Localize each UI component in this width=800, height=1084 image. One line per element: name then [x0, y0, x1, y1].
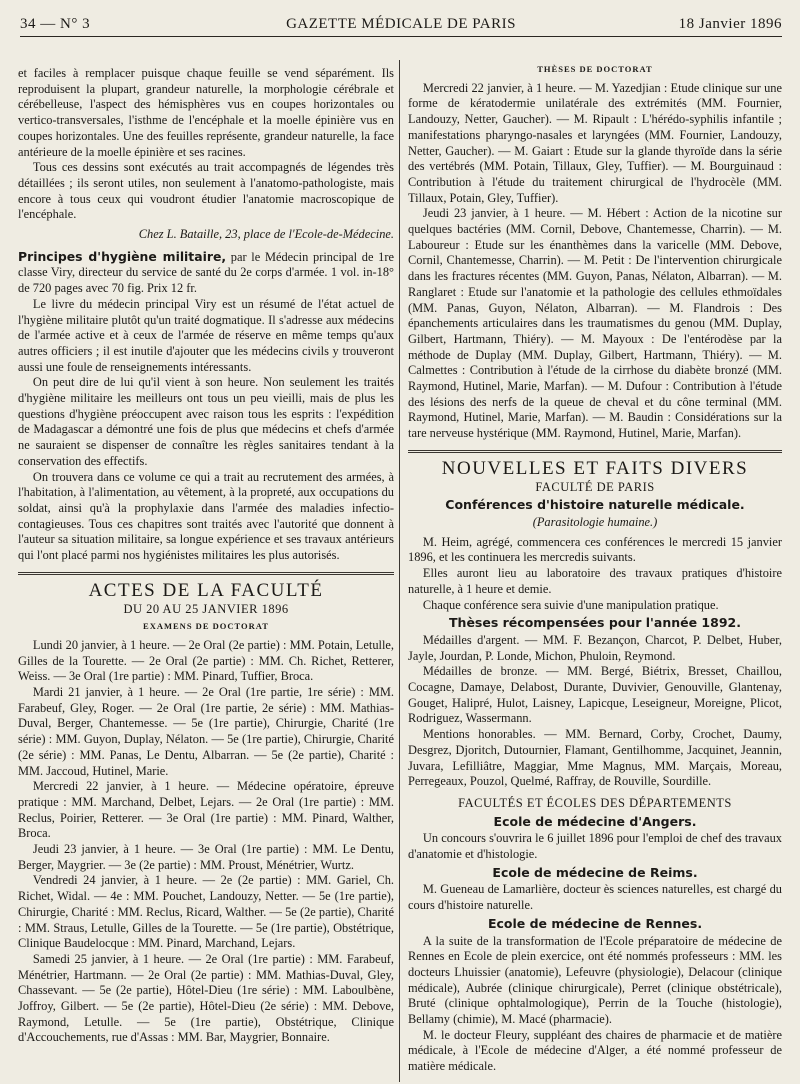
- item-title: Thèses récompensées pour l'année 1892.: [449, 615, 741, 631]
- exam-entry: Mercredi 22 janvier, à 1 heure. — Médecine opératoire, épreuve pratique : MM. Marchand, Delbet, Lejars. — 2e Oral (1re partie) : MM. Reclus, Poirier, Retterer. — 3e Oral (1re partie) : MM. Pinard, Walther, Broca.: [18, 779, 394, 841]
- left-column: [18, 66, 394, 1082]
- exam-entry: Jeudi 23 janvier, à 1 heure. — 3e Oral (1re partie) : MM. Le Dentu, Berger, Maygrier. — 3e (2e partie) : MM. Proust, Ménétrier, Wurtz.: [18, 842, 394, 872]
- paragraph: On peut dire de lui qu'il vient à son heure. Non seulement les traités d'hygiène militaire les meilleurs ont tous un peu vieilli, mais de plus les questions d'hygiène préoccupent avec raison tous les esprits : l'expédition de Madagascar a démontré une fois de plus que médecins et chefs d'armée ne sauraient se dispenser de connaître les règles sanitaires tendant à la conservation des effectifs.: [18, 375, 394, 468]
- paragraph: et faciles à remplacer puisque chaque feuille se vend séparément. Ils reproduisent la plupart, grandeur naturelle, la morphologie cérébrale et cérébelleuse, l'aspect des hémisphères vus en coupes horizontales ou vertico-transversales, l'isthme de l'encéphale et la moelle épinière vus en coupes horizontales. Une des feuilles représente, grandeur naturelle, la face antérieure de la moelle épinière et ses racines.: [18, 66, 394, 159]
- award-list: Mentions honorables. — MM. Bernard, Corby, Crochet, Daumy, Desgrez, Djoritch, Dutournier, Flamant, Gentilhomme, Jacquinet, Jeannin, Juvara, Lefilliâtre, Maggiar, Mme Magnus, MM. Marçais, Moreau, Perregeaux, Pouzol, Quelmé, Raffray, de Rouville, Sourdille.: [408, 727, 782, 789]
- item-title: Ecole de médecine d'Angers.: [493, 813, 697, 829]
- subsection-title: EXAMENS DE DOCTORAT: [143, 621, 269, 632]
- book-review-heading: [18, 249, 394, 297]
- section-rule: [18, 572, 394, 575]
- item-title: Conférences d'histoire naturelle médicale.: [445, 497, 745, 513]
- section-title: NOUVELLES ET FAITS DIVERS: [441, 457, 749, 479]
- thesis-entry: Jeudi 23 janvier, à 1 heure. — M. Hébert : Action de la nicotine sur quelques bactéries (MM. Cornil, Debove, Chantemesse, Charrin). — M. Laboureur : Etude sur les énanthèmes dans la varicelle (MM. Debove, Cornil, Chantemesse, Charrin). — M. Petit : De l'intervention chirurgicale dans les fractures récentes (MM. Guyon, Panas, Nélaton, Albarran). — M. Ranglaret : Etude sur l'anatomie et la pathologie des cellules ethmoïdales (MM. Panas, Guyon, Nélaton, Albarran). — M. Flandrois : Des épanchements articulaires dans les traumatismes du genou (MM. Duplay, Gilbert, Hartmann, Thiéry). — M. Mayoux : De l'entérodèse par la méthode de Duplay (MM. Duplay, Gilbert, Hartmann, Thiéry). — M. Calmettes : Contribution à l'étude de la cirrhose du diabète bronzé (MM. Raymond, Hutinel, Marie, Marfan). — M. Dufour : Contribution à l'étude des lésions des nerfs de la queue de cheval et du cône terminal (MM. Raymond, Hutinel, Marie, Marfan). — M. Baudin : Considérations sur la tare nerveuse hystérique (MM. Raymond, Hutinel, Marie, Marfan).: [408, 206, 782, 441]
- page-number: 34 — N° 3: [20, 16, 91, 32]
- section-rule: [408, 450, 782, 453]
- paragraph: M. le docteur Fleury, suppléant des chaires de pharmacie et de matière médicale, à l'Ecole de médecine d'Alger, a été nommé professeur de matière médicale.: [408, 1027, 782, 1074]
- book-title: Principes d'hygiène militaire,: [18, 248, 227, 264]
- subsection-title: FACULTÉ DE PARIS: [535, 479, 655, 494]
- publisher-line: Chez L. Bataille, 23, place de l'Ecole-de-Médecine.: [138, 227, 394, 242]
- award-list: Médailles d'argent. — MM. F. Bezançon, Charcot, P. Delbet, Huber, Jayle, Jourdan, P. Londe, Michon, Phuloin, Reymond.: [408, 632, 782, 663]
- thesis-entry: Mercredi 22 janvier, à 1 heure. — M. Yazedjian : Etude clinique sur une forme de kératodermie unilatérale des extrémités (MM. Fournier, Landouzy, Netter, Gaucher). — M. Ripault : L'hérédo-syphilis infantile ; manifestations pharyngo-nasales et laryngées (MM. Fournier, Landouzy, Netter, Gaucher). — M. Gaiart : Etude sur la glande thyroïde dans la série des vertébrés (MM. Potain, Tillaux, Gley, Tuffier). — M. Bourguinaud : Contribution à l'étude du traitement chirurgical de l'hydrocèle (MM. Tillaux, Potain, Gley, Tuffier).: [408, 80, 782, 205]
- column-divider: [399, 60, 400, 1082]
- award-list: Médailles de bronze. — MM. Bergé, Biétrix, Bresset, Chaillou, Cocagne, Damaye, Delabost, Durante, Duvivier, Genouville, Glantenay, Gouget, Halipré, Hulot, Laisney, Lapicque, Leseigneur, Moreigne, Plicot, Rodriguez, Wassermann.: [408, 664, 782, 726]
- paragraph: Le livre du médecin principal Viry est un résumé de l'état actuel de l'hygiène militaire plutôt qu'un traité dogmatique. Il s'adresse aux médecins de l'armée active et à ceux de l'armée de réserve en même temps qu'aux autres officiers ; il est inutile d'ajouter que les médecins civils y trouveront aussi une foule de renseignements intéressants.: [18, 296, 394, 374]
- paragraph: On trouvera dans ce volume ce qui a trait au recrutement des armées, à l'habitation, à l'alimentation, au vêtement, à la propreté, aux occupations du soldat, ainsi qu'à la prophylaxie dans l'armée des maladies infectio-contagieuses. Tous ces chapitres sont traités avec l'autorité que donnent à l'auteur sa situation militaire, sa longue expérience et ses travaux antérieurs qui l'ont placé parmi nos hygiénistes militaires les plus autorisés.: [18, 469, 394, 563]
- exam-entry: Mardi 21 janvier, à 1 heure. — 2e Oral (1re partie, 1re série) : MM. Farabeuf, Gley, Roger. — 2e Oral (1re partie, 2e série) : MM. Mathias-Duval, Berger, Chantemesse. — 5e (1re partie), Chirurgie, Charité (1re série) : MM. Guyon, Duplay, Nélaton. — 5e (1re partie), Chirurgie, Charité (2e série) : MM. Panas, Le Dentu, Albarran. — 5e (2e partie), Charité : MM. Jaccoud, Hutinel, Marie.: [18, 685, 394, 778]
- book-details: par le Médecin principal de 1re classe Viry, directeur du service de santé du 2e corps d'armée. 1 vol. in-18° de 720 pages avec 70 fig. Prix 12 fr.: [18, 249, 394, 296]
- subsection-title: FACULTÉS ET ÉCOLES DES DÉPARTEMENTS: [458, 795, 732, 810]
- paragraph: Elles auront lieu au laboratoire des travaux pratiques d'histoire naturelle, à 1 heure et demie.: [408, 566, 782, 596]
- subsection-title: THÈSES DE DOCTORAT: [537, 64, 653, 74]
- paragraph: Tous ces dessins sont exécutés au trait accompagnés de légendes très détaillées ; ils seront utiles, non seulement à l'anatomo-pathologiste, mais encore à tous ceux qui voudront étudier l'anatomie macroscopique de l'encéphale.: [18, 160, 394, 222]
- exam-entry: Vendredi 24 janvier, à 1 heure. — 2e (2e partie) : MM. Gariel, Ch. Richet, Widal. — 4e : MM. Pouchet, Landouzy, Netter. — 5e (1re partie), Chirurgie, Charité : MM. Reclus, Ricard, Walther. — 5e (2e partie), Charité : MM. Straus, Letulle, Gilles de la Tourette. — 5e (1re partie), Obstétrique, Clinique Baudelocque : MM. Pinard, Marchand, Lejars.: [18, 873, 394, 951]
- exam-entry: Lundi 20 janvier, à 1 heure. — 2e Oral (2e partie) : MM. Potain, Letulle, Gilles de la Tourette. — 2e Oral (2e partie) : MM. Ch. Richet, Retterer, Weiss. — 3e Oral (1re partie) : MM. Pinard, Tuffier, Broca.: [18, 637, 394, 684]
- item-subtitle: (Parasitologie humaine.): [532, 514, 658, 529]
- paragraph: M. Heim, agrégé, commencera ces conférences le mercredi 15 janvier 1896, et les continuera les mercredis suivants.: [408, 534, 782, 565]
- paragraph: A la suite de la transformation de l'Ecole préparatoire de médecine de Rennes en Ecole de plein exercice, ont été nommés professeurs : MM. les docteurs Lhuissier (anatomie), Lefeuvre (physiologie), Delacour (clinique médicale), Aubrée (clinique chirurgicale), Perret (clinique obstétricale), Bruté (clinique ophtalmologique), Perrin de la Touche (histologie), Bellamy (chimie), M. Macé (pharmacie).: [408, 933, 782, 1027]
- right-column: [408, 62, 782, 1078]
- paragraph: Chaque conférence sera suivie d'une manipulation pratique.: [422, 597, 719, 612]
- issue-date: 18 Janvier 1896: [678, 16, 782, 32]
- paragraph: Un concours s'ouvrira le 6 juillet 1896 pour l'emploi de chef des travaux d'anatomie et d'histologie.: [408, 831, 782, 862]
- page-header: [20, 14, 782, 37]
- section-title: ACTES DE LA FACULTÉ: [88, 579, 324, 601]
- journal-title: GAZETTE MÉDICALE DE PARIS: [286, 16, 516, 32]
- paragraph: M. Gueneau de Lamarlière, docteur ès sciences naturelles, est chargé du cours d'histoire naturelle.: [408, 882, 782, 913]
- exam-entry: Samedi 25 janvier, à 1 heure. — 2e Oral (1re partie) : MM. Farabeuf, Ménétrier, Hartmann. — 2e Oral (2e partie) : MM. Mathias-Duval, Gley, Chassevant. — 5e (2e partie), Hôtel-Dieu (1re série) : MM. Laboulbène, Joffroy, Gilbert. — 5e (2e partie), Hôtel-Dieu (2e série) : MM. Debove, Raymond, Letulle. — 5e (1re partie), Obstétrique, Clinique d'Accouchements, rue d'Assas : MM. Bar, Maygrier, Bonnaire.: [18, 951, 394, 1045]
- item-title: Ecole de médecine de Reims.: [492, 864, 698, 880]
- item-title: Ecole de médecine de Rennes.: [487, 915, 703, 931]
- section-dates: DU 20 AU 25 JANVIER 1896: [123, 601, 289, 616]
